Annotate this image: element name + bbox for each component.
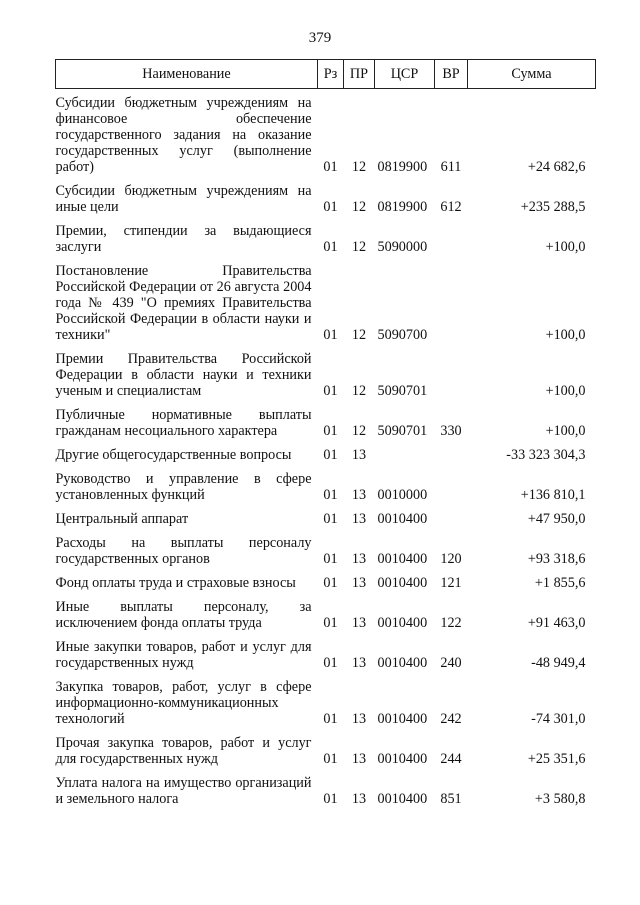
row-pr: 12: [351, 159, 367, 175]
row-sum: +91 463,0: [527, 615, 586, 631]
row-pr: 13: [351, 447, 367, 463]
row-rz: 01: [323, 655, 338, 671]
row-vr: 611: [440, 159, 462, 175]
row-name: Субсидии бюджетным учреждениям на финансовое обеспечение государственного задания на оказание государственных услуг (выполнение работ): [55, 95, 312, 175]
row-name: Прочая закупка товаров, работ и услуг для государственных нужд: [55, 735, 312, 767]
row-name: Субсидии бюджетным учреждениям на иные цели: [55, 183, 312, 215]
row-sum: +3 580,8: [534, 791, 586, 807]
row-pr: 12: [351, 423, 367, 439]
row-name: Премии Правительства Российской Федерации в области науки и техники ученым и специалистам: [55, 351, 312, 399]
row-csr: 0010400: [377, 615, 428, 631]
header-rz: Рз: [318, 60, 344, 89]
header-vr: ВР: [435, 60, 468, 89]
row-pr: 13: [351, 615, 367, 631]
row-name: Иные закупки товаров, работ и услуг для государственных нужд: [55, 639, 312, 671]
row-sum: -33 323 304,3: [506, 447, 586, 463]
row-csr: 0819900: [377, 159, 428, 175]
table-header-row: [56, 60, 596, 89]
table-body: [56, 89, 596, 808]
row-csr: 0010400: [377, 751, 428, 767]
table-row: [56, 255, 596, 343]
table-row: [56, 175, 596, 215]
row-pr: 13: [351, 551, 367, 567]
row-csr: 5090701: [377, 383, 428, 399]
row-rz: 01: [323, 751, 338, 767]
row-vr: 242: [440, 711, 462, 727]
row-sum: +93 318,6: [527, 551, 586, 567]
row-vr: [435, 343, 468, 399]
row-pr: 13: [351, 711, 367, 727]
row-rz: 01: [323, 791, 338, 807]
row-csr: 0010400: [377, 711, 428, 727]
row-pr: 12: [351, 327, 367, 343]
row-vr: [435, 503, 468, 527]
row-vr: 851: [440, 791, 462, 807]
row-sum: +100,0: [545, 423, 586, 439]
row-vr: 240: [440, 655, 462, 671]
row-name: Публичные нормативные выплаты гражданам несоциального характера: [55, 407, 312, 439]
row-rz: 01: [323, 159, 338, 175]
row-pr: 13: [351, 791, 367, 807]
row-name: Фонд оплаты труда и страховые взносы: [55, 575, 296, 591]
row-sum: +100,0: [545, 239, 586, 255]
row-sum: +47 950,0: [527, 511, 586, 527]
row-rz: 01: [323, 511, 338, 527]
row-rz: 01: [323, 487, 338, 503]
row-csr: 5090000: [377, 239, 428, 255]
row-rz: 01: [323, 327, 338, 343]
row-csr: 0010400: [377, 511, 428, 527]
row-name: Руководство и управление в сфере установленных функций: [55, 471, 312, 503]
table-row: [56, 727, 596, 767]
row-vr: [435, 463, 468, 503]
row-sum: +1 855,6: [534, 575, 586, 591]
row-sum: -48 949,4: [531, 655, 586, 671]
table-row: [56, 215, 596, 255]
row-rz: 01: [323, 447, 338, 463]
row-sum: +136 810,1: [520, 487, 586, 503]
row-csr: 5090701: [377, 423, 428, 439]
row-pr: 13: [351, 487, 367, 503]
row-rz: 01: [323, 423, 338, 439]
row-csr: 0819900: [377, 199, 428, 215]
row-name: Расходы на выплаты персоналу государственных органов: [55, 535, 312, 567]
row-pr: 12: [351, 383, 367, 399]
page-number: 379: [308, 30, 332, 46]
table-row: [56, 89, 596, 176]
header-pr: ПР: [344, 60, 375, 89]
row-name: Закупка товаров, работ, услуг в сфере информационно-коммуникационных технологий: [55, 679, 312, 727]
row-name: Премии, стипендии за выдающиеся заслуги: [55, 223, 312, 255]
row-csr: 5090700: [377, 327, 428, 343]
row-name: Другие общегосударственные вопросы: [55, 447, 292, 463]
row-rz: 01: [323, 575, 338, 591]
row-rz: 01: [323, 711, 338, 727]
row-sum: +25 351,6: [527, 751, 586, 767]
table-row: [56, 567, 596, 591]
row-sum: +24 682,6: [527, 159, 586, 175]
row-pr: 13: [351, 575, 367, 591]
row-name: Уплата налога на имущество организаций и земельного налога: [55, 775, 312, 807]
row-name: Иные выплаты персоналу, за исключением фонда оплаты труда: [55, 599, 312, 631]
row-name: Постановление Правительства Российской Федерации от 26 августа 2004 года № 439 "О премиях Правительства Российской Федерации в области науки и техники": [55, 263, 312, 343]
row-csr: 0010400: [377, 575, 428, 591]
header-csr: ЦСР: [375, 60, 435, 89]
table-row: [56, 767, 596, 807]
row-rz: 01: [323, 383, 338, 399]
row-name: Центральный аппарат: [55, 511, 189, 527]
row-csr: 0010400: [377, 791, 428, 807]
row-vr: [435, 255, 468, 343]
row-sum: +100,0: [545, 327, 586, 343]
row-vr: 120: [440, 551, 462, 567]
table-row: [56, 671, 596, 727]
table-row: [56, 591, 596, 631]
budget-table: [55, 59, 596, 807]
row-csr: 0010000: [377, 487, 428, 503]
row-sum: +100,0: [545, 383, 586, 399]
row-vr: 244: [440, 751, 462, 767]
row-csr: 0010400: [377, 655, 428, 671]
table-row: [56, 439, 596, 463]
row-rz: 01: [323, 551, 338, 567]
row-vr: 330: [440, 423, 462, 439]
row-vr: 121: [440, 575, 462, 591]
header-name: Наименование: [56, 60, 318, 89]
table-row: [56, 631, 596, 671]
table-row: [56, 503, 596, 527]
row-pr: 13: [351, 751, 367, 767]
row-rz: 01: [323, 239, 338, 255]
row-csr: [375, 439, 435, 463]
table-row: [56, 399, 596, 439]
row-pr: 13: [351, 511, 367, 527]
row-rz: 01: [323, 199, 338, 215]
table-row: [56, 463, 596, 503]
row-csr: 0010400: [377, 551, 428, 567]
row-pr: 13: [351, 655, 367, 671]
row-vr: [435, 439, 468, 463]
row-pr: 12: [351, 199, 367, 215]
row-pr: 12: [351, 239, 367, 255]
table-row: [56, 527, 596, 567]
row-rz: 01: [323, 615, 338, 631]
header-sum: Сумма: [468, 60, 596, 89]
row-sum: -74 301,0: [531, 711, 586, 727]
table-row: [56, 343, 596, 399]
row-vr: 612: [440, 199, 462, 215]
row-vr: [435, 215, 468, 255]
row-sum: +235 288,5: [520, 199, 586, 215]
row-vr: 122: [440, 615, 462, 631]
